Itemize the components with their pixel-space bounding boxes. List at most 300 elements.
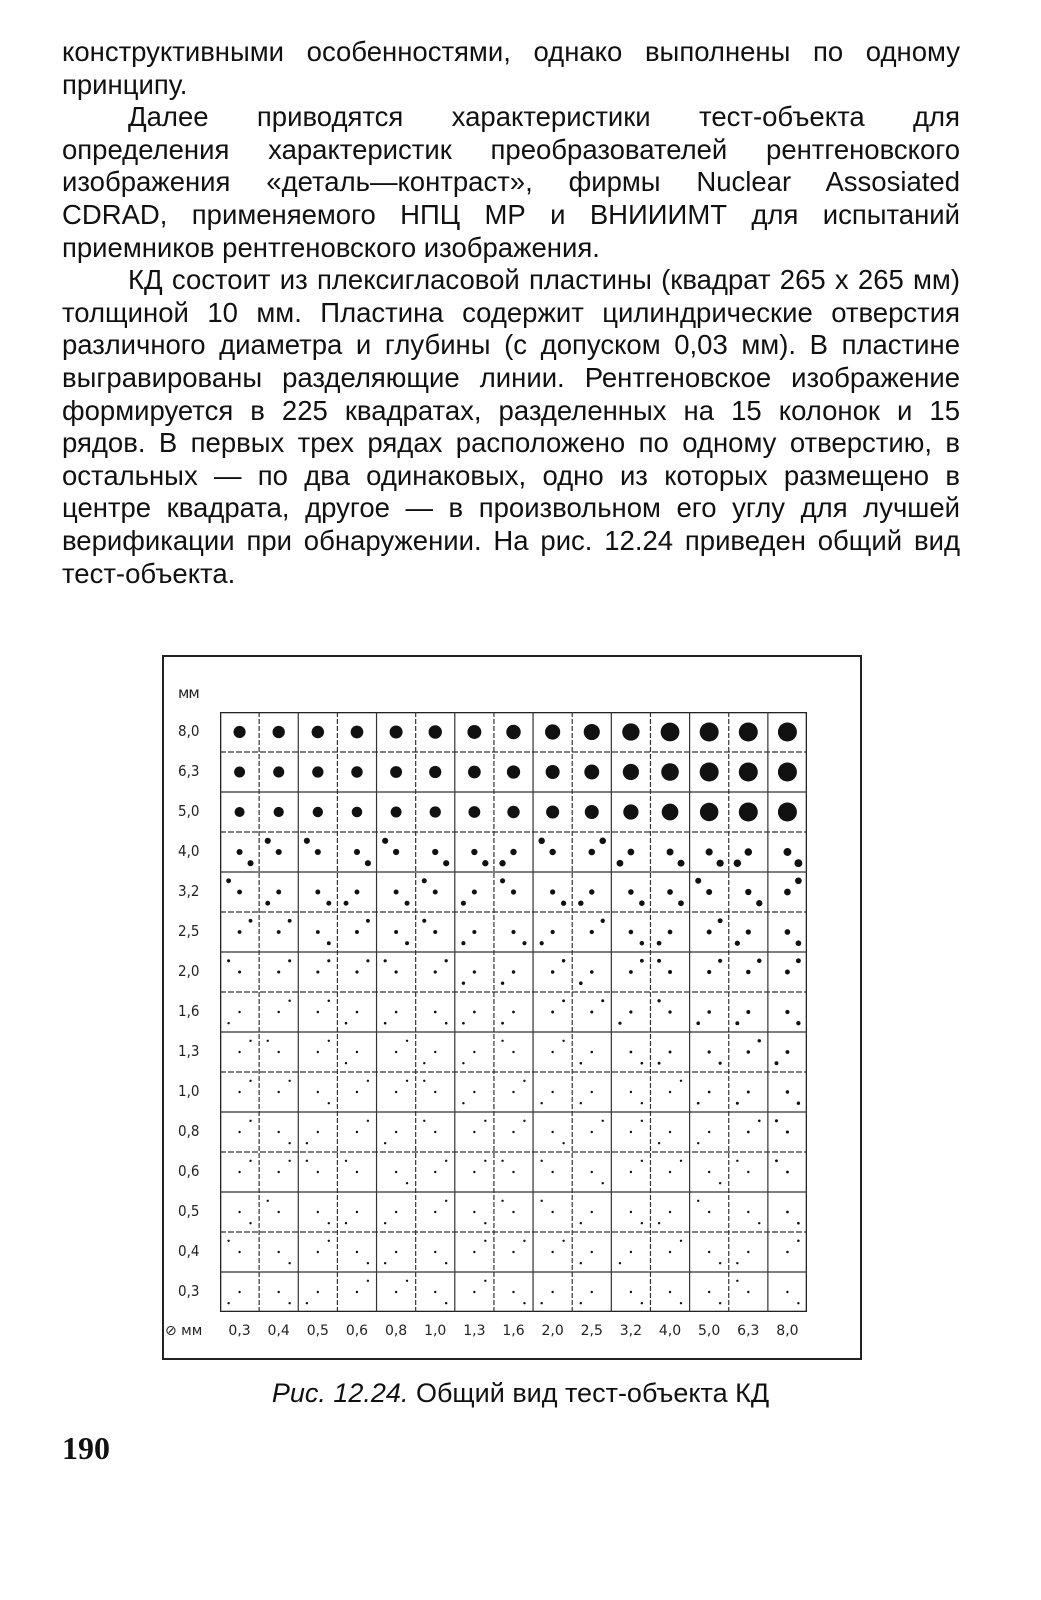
hole-center bbox=[473, 1011, 476, 1014]
hole-corner bbox=[366, 919, 370, 923]
hole-center bbox=[394, 930, 398, 934]
column-label: 0,6 bbox=[345, 1323, 369, 1339]
hole-center bbox=[706, 848, 713, 855]
hole-center bbox=[584, 724, 600, 740]
hole-center bbox=[473, 1291, 475, 1293]
hole-corner bbox=[499, 860, 505, 866]
hole-center bbox=[395, 970, 398, 973]
hole-corner bbox=[756, 900, 762, 906]
hole-center bbox=[276, 849, 282, 855]
hole-center bbox=[545, 724, 560, 739]
row-label: 2,0 bbox=[178, 962, 200, 980]
hole-corner bbox=[680, 1160, 682, 1162]
hole-center bbox=[237, 849, 243, 855]
hole-center bbox=[512, 1251, 514, 1253]
hole-corner bbox=[501, 1160, 503, 1162]
hole-center bbox=[549, 849, 555, 855]
hole-center bbox=[584, 765, 599, 780]
hole-center bbox=[630, 1211, 632, 1213]
hole-corner bbox=[461, 901, 466, 906]
hole-center bbox=[394, 890, 399, 895]
hole-center bbox=[317, 1251, 319, 1253]
hole-center bbox=[434, 1051, 436, 1053]
hole-center bbox=[278, 1211, 280, 1213]
hole-center bbox=[747, 1090, 750, 1093]
hole-corner bbox=[618, 1022, 621, 1025]
hole-center bbox=[546, 805, 559, 818]
hole-corner bbox=[562, 959, 565, 962]
hole-center bbox=[354, 890, 359, 895]
hole-center bbox=[746, 929, 751, 934]
hole-corner bbox=[775, 1119, 778, 1122]
hole-center bbox=[317, 1051, 319, 1053]
hole-corner bbox=[227, 1302, 229, 1304]
hole-corner bbox=[327, 941, 331, 945]
hole-corner bbox=[640, 959, 644, 963]
hole-corner bbox=[601, 999, 604, 1002]
hole-corner bbox=[657, 941, 662, 946]
column-label: 5,0 bbox=[698, 1323, 721, 1339]
hole-center bbox=[278, 1251, 280, 1253]
hole-center bbox=[512, 1051, 514, 1053]
hole-center bbox=[395, 1291, 397, 1293]
hole-corner bbox=[288, 1080, 290, 1082]
hole-corner bbox=[406, 1280, 408, 1282]
hole-corner bbox=[538, 838, 544, 844]
hole-center bbox=[278, 1051, 280, 1053]
hole-corner bbox=[367, 1280, 369, 1282]
hole-center bbox=[708, 1050, 711, 1053]
hole-center bbox=[356, 1251, 358, 1253]
hole-center bbox=[390, 766, 402, 778]
hole-center bbox=[708, 1131, 710, 1133]
hole-center bbox=[393, 849, 399, 855]
hole-center bbox=[356, 1211, 358, 1213]
hole-corner bbox=[423, 1120, 425, 1122]
body-text bbox=[62, 36, 960, 590]
hole-corner bbox=[501, 982, 504, 985]
hole-corner bbox=[326, 901, 331, 906]
column-label: 2,0 bbox=[541, 1323, 564, 1339]
hole-center bbox=[512, 1211, 514, 1213]
hole-corner bbox=[249, 1040, 251, 1042]
hole-corner bbox=[797, 1240, 800, 1243]
hole-center bbox=[468, 766, 481, 779]
hole-center bbox=[395, 1211, 397, 1213]
hole-corner bbox=[736, 1160, 738, 1162]
hole-center bbox=[237, 890, 242, 895]
row-label: 4,0 bbox=[178, 842, 200, 860]
hole-center bbox=[745, 889, 751, 895]
hole-corner bbox=[484, 1160, 486, 1162]
hole-corner bbox=[384, 1142, 386, 1144]
hole-corner bbox=[462, 1062, 464, 1064]
hole-center bbox=[588, 849, 595, 856]
hole-center bbox=[274, 807, 284, 817]
hole-center bbox=[551, 1291, 553, 1293]
hole-center bbox=[628, 849, 635, 856]
hole-corner bbox=[641, 1120, 643, 1122]
hole-center bbox=[630, 1251, 632, 1253]
hole-center bbox=[551, 930, 555, 934]
hole-center bbox=[430, 806, 441, 817]
hole-corner bbox=[697, 1142, 699, 1144]
hole-corner bbox=[328, 1000, 331, 1003]
hole-center bbox=[395, 1171, 397, 1173]
hole-center bbox=[313, 807, 323, 817]
hole-center bbox=[312, 726, 325, 739]
hole-center bbox=[434, 1251, 436, 1253]
hole-corner bbox=[580, 1222, 582, 1224]
hole-corner bbox=[249, 1222, 251, 1224]
hole-corner bbox=[697, 1102, 700, 1105]
column-label: 8,0 bbox=[776, 1323, 799, 1339]
hole-center bbox=[473, 1171, 475, 1173]
hole-center bbox=[238, 970, 241, 973]
hole-corner bbox=[345, 1222, 347, 1224]
hole-corner bbox=[501, 1040, 503, 1042]
hole-center bbox=[590, 1011, 593, 1014]
row-label: 1,6 bbox=[178, 1002, 200, 1020]
hole-corner bbox=[445, 1262, 447, 1264]
hole-corner bbox=[523, 1080, 525, 1082]
hole-center bbox=[591, 1211, 593, 1213]
hole-center bbox=[317, 1131, 319, 1133]
hole-corner bbox=[522, 941, 526, 945]
hole-center bbox=[351, 726, 364, 739]
hole-center bbox=[786, 1090, 789, 1093]
hole-corner bbox=[406, 1182, 408, 1184]
row-label: 2,5 bbox=[178, 922, 200, 940]
hole-center bbox=[468, 806, 480, 818]
hole-center bbox=[551, 1011, 554, 1014]
hole-center bbox=[278, 1131, 280, 1133]
hole-center bbox=[473, 970, 476, 973]
hole-center bbox=[669, 1171, 671, 1173]
hole-corner bbox=[775, 1159, 778, 1162]
column-label: 6,3 bbox=[737, 1323, 760, 1339]
hole-center bbox=[391, 807, 402, 818]
hole-center bbox=[591, 1131, 593, 1133]
hole-center bbox=[472, 889, 477, 894]
hole-center bbox=[238, 930, 242, 934]
hole-corner bbox=[328, 1102, 330, 1104]
hole-corner bbox=[641, 1302, 643, 1304]
hole-corner bbox=[640, 1062, 643, 1065]
hole-center bbox=[467, 725, 481, 739]
hole-center bbox=[434, 1211, 436, 1213]
hole-corner bbox=[345, 1160, 347, 1162]
hole-center bbox=[786, 1171, 789, 1174]
hole-corner bbox=[306, 1302, 308, 1304]
hole-center bbox=[471, 849, 477, 855]
hole-corner bbox=[445, 1160, 447, 1162]
hole-center bbox=[668, 930, 673, 935]
hole-center bbox=[473, 1051, 475, 1053]
hole-center bbox=[511, 930, 515, 934]
hole-center bbox=[512, 1291, 514, 1293]
hole-corner bbox=[384, 1022, 387, 1025]
hole-corner bbox=[288, 1000, 290, 1002]
hole-center bbox=[507, 806, 519, 818]
hole-center bbox=[278, 1291, 280, 1293]
paragraph-2: Далее приводятся характеристики тест-объекта для определения характеристик преобразователей рентгеновского изображения «деталь—контраст», фирмы Nuclear Assosiated CDRAD, применяемого НПЦ МР и ВНИИИМТ для испытаний приемников рентгеновского изображения. bbox=[62, 101, 960, 263]
hole-corner bbox=[719, 1302, 721, 1304]
row-label: 6,3 bbox=[178, 762, 200, 780]
hole-center bbox=[551, 1211, 553, 1213]
hole-corner bbox=[265, 838, 271, 844]
hole-center bbox=[395, 1131, 397, 1133]
hole-center bbox=[708, 1291, 710, 1293]
hole-center bbox=[669, 1091, 671, 1093]
hole-center bbox=[429, 725, 442, 738]
hole-center bbox=[278, 1091, 280, 1093]
hole-center bbox=[667, 849, 674, 856]
hole-corner bbox=[247, 860, 253, 866]
hole-corner bbox=[267, 1040, 269, 1042]
hole-center bbox=[506, 725, 520, 739]
hole-center bbox=[551, 1251, 553, 1253]
hole-corner bbox=[406, 1040, 408, 1042]
hole-center bbox=[351, 766, 362, 777]
hole-corner bbox=[500, 878, 505, 883]
hole-corner bbox=[365, 860, 371, 866]
hole-center bbox=[591, 1251, 593, 1253]
hole-center bbox=[276, 890, 281, 895]
hole-center bbox=[238, 1251, 240, 1253]
hole-corner bbox=[736, 1280, 738, 1282]
hole-corner bbox=[797, 1101, 800, 1104]
hole-corner bbox=[345, 1022, 348, 1025]
hole-center bbox=[512, 1011, 515, 1014]
hole-center bbox=[708, 1091, 711, 1094]
hole-corner bbox=[680, 1302, 682, 1304]
hole-center bbox=[473, 1211, 475, 1213]
hole-center bbox=[354, 849, 360, 855]
hole-center bbox=[356, 1051, 358, 1053]
hole-center bbox=[747, 1291, 749, 1293]
hole-corner bbox=[619, 1262, 621, 1264]
hole-center bbox=[786, 1291, 788, 1293]
hole-corner bbox=[227, 959, 230, 962]
hole-corner bbox=[288, 1302, 290, 1304]
hole-center bbox=[630, 1131, 632, 1133]
hole-corner bbox=[718, 959, 722, 963]
hole-corner bbox=[288, 1262, 290, 1264]
hole-center bbox=[746, 1010, 750, 1014]
hole-corner bbox=[462, 982, 465, 985]
hole-corner bbox=[366, 959, 369, 962]
hole-corner bbox=[523, 1302, 525, 1304]
hole-corner bbox=[249, 1080, 251, 1082]
hole-corner bbox=[422, 919, 426, 923]
column-label: 1,0 bbox=[424, 1323, 447, 1339]
hole-center bbox=[667, 889, 673, 895]
hole-corner bbox=[578, 901, 583, 906]
hole-center bbox=[429, 766, 441, 778]
hole-center bbox=[395, 1251, 397, 1253]
hole-corner bbox=[562, 1142, 564, 1144]
hole-corner bbox=[445, 1022, 448, 1025]
hole-corner bbox=[267, 1200, 269, 1202]
hole-center bbox=[315, 890, 320, 895]
hole-corner bbox=[384, 1222, 386, 1224]
hole-center bbox=[708, 1251, 710, 1253]
hole-center bbox=[585, 805, 599, 819]
hole-corner bbox=[328, 1040, 330, 1042]
hole-corner bbox=[696, 1021, 700, 1025]
hole-corner bbox=[327, 959, 330, 962]
hole-center bbox=[778, 803, 797, 822]
hole-corner bbox=[484, 1120, 486, 1122]
hole-center bbox=[316, 970, 319, 973]
column-label: 2,5 bbox=[580, 1323, 603, 1339]
hole-corner bbox=[227, 1240, 229, 1242]
hole-corner bbox=[580, 1262, 582, 1264]
hole-corner bbox=[795, 877, 802, 884]
hole-corner bbox=[501, 1200, 503, 1202]
hole-center bbox=[551, 1051, 553, 1053]
hole-corner bbox=[599, 838, 606, 845]
hole-center bbox=[707, 1010, 711, 1014]
hole-corner bbox=[288, 1160, 290, 1162]
hole-corner bbox=[484, 1240, 486, 1242]
hole-center bbox=[778, 763, 797, 782]
hole-center bbox=[747, 1131, 750, 1134]
hole-corner bbox=[579, 981, 583, 985]
hole-center bbox=[356, 1091, 358, 1093]
hole-center bbox=[746, 970, 751, 975]
column-label: 0,8 bbox=[384, 1323, 408, 1339]
hole-center bbox=[661, 763, 679, 781]
figure-caption bbox=[0, 1378, 1041, 1409]
hole-center bbox=[355, 930, 359, 934]
hole-center bbox=[277, 970, 280, 973]
hole-center bbox=[551, 1091, 553, 1093]
row-label: 3,2 bbox=[178, 882, 200, 900]
column-label: 1,3 bbox=[463, 1323, 486, 1339]
hole-center bbox=[706, 889, 712, 895]
hole-corner bbox=[719, 1262, 721, 1264]
hole-center bbox=[312, 766, 323, 777]
hole-center bbox=[786, 1211, 789, 1214]
hole-center bbox=[433, 889, 438, 894]
hole-corner bbox=[540, 941, 544, 945]
hole-corner bbox=[562, 1240, 564, 1242]
hole-corner bbox=[265, 901, 270, 906]
hole-corner bbox=[562, 1040, 564, 1042]
hole-center bbox=[786, 1251, 789, 1254]
hole-corner bbox=[562, 999, 565, 1002]
hole-corner bbox=[501, 1022, 504, 1025]
hole-center bbox=[238, 1011, 240, 1013]
hole-center bbox=[700, 723, 719, 742]
hole-corner bbox=[657, 999, 660, 1002]
hole-center bbox=[630, 1171, 632, 1173]
hole-center bbox=[630, 1291, 632, 1293]
hole-center bbox=[629, 930, 634, 935]
row-label: 5,0 bbox=[178, 802, 200, 820]
hole-corner bbox=[736, 1262, 738, 1264]
hole-corner bbox=[719, 1182, 721, 1184]
hole-center bbox=[589, 889, 594, 894]
hole-corner bbox=[306, 1160, 308, 1162]
unit-label: мм bbox=[178, 684, 199, 702]
hole-center bbox=[317, 1091, 319, 1093]
hole-corner bbox=[367, 1120, 369, 1122]
hole-corner bbox=[482, 860, 488, 866]
hole-center bbox=[630, 1051, 633, 1054]
hole-center bbox=[591, 1091, 593, 1093]
hole-corner bbox=[757, 959, 762, 964]
hole-center bbox=[628, 889, 634, 895]
hole-corner bbox=[382, 838, 388, 844]
hole-corner bbox=[641, 1222, 643, 1224]
hole-center bbox=[668, 1010, 671, 1013]
hole-corner bbox=[658, 1062, 661, 1065]
hole-center bbox=[747, 1211, 749, 1213]
hole-center bbox=[512, 1091, 514, 1093]
hole-corner bbox=[797, 1222, 800, 1225]
hole-center bbox=[591, 1171, 593, 1173]
hole-center bbox=[356, 1011, 359, 1014]
hole-center bbox=[661, 723, 680, 742]
hole-center bbox=[434, 1131, 436, 1133]
hole-center bbox=[315, 849, 321, 855]
hole-center bbox=[622, 723, 639, 740]
hole-center bbox=[785, 970, 790, 975]
hole-center bbox=[591, 1291, 593, 1293]
hole-corner bbox=[736, 1102, 739, 1105]
hole-center bbox=[511, 889, 516, 894]
hole-center bbox=[510, 849, 516, 855]
hole-center bbox=[317, 1211, 319, 1213]
hole-center bbox=[747, 1251, 749, 1253]
hole-center bbox=[238, 1091, 240, 1093]
hole-center bbox=[395, 1011, 398, 1014]
hole-corner bbox=[580, 1062, 583, 1065]
row-label: 0,4 bbox=[178, 1242, 200, 1260]
hole-center bbox=[551, 1131, 553, 1133]
hole-center bbox=[630, 1091, 632, 1093]
hole-center bbox=[669, 1131, 671, 1133]
hole-corner bbox=[796, 940, 802, 946]
hole-center bbox=[395, 1051, 397, 1053]
hole-corner bbox=[640, 941, 645, 946]
hole-corner bbox=[422, 878, 427, 883]
hole-corner bbox=[249, 1160, 251, 1162]
hole-center bbox=[786, 1130, 789, 1133]
hole-corner bbox=[484, 1222, 486, 1224]
hole-center bbox=[739, 763, 758, 782]
hole-center bbox=[238, 1051, 240, 1053]
hole-center bbox=[669, 1251, 671, 1253]
hole-center bbox=[546, 765, 560, 779]
row-label: 1,0 bbox=[178, 1082, 200, 1100]
hole-corner bbox=[226, 878, 231, 883]
hole-corner bbox=[423, 1080, 425, 1082]
hole-center bbox=[233, 726, 245, 738]
hole-corner bbox=[734, 859, 742, 867]
hole-center bbox=[662, 804, 679, 821]
hole-center bbox=[356, 1131, 358, 1133]
hole-corner bbox=[641, 1160, 643, 1162]
hole-center bbox=[739, 723, 758, 742]
hole-center bbox=[708, 1171, 710, 1173]
hole-center bbox=[745, 848, 753, 856]
hole-center bbox=[629, 970, 633, 974]
hole-center bbox=[784, 889, 791, 896]
